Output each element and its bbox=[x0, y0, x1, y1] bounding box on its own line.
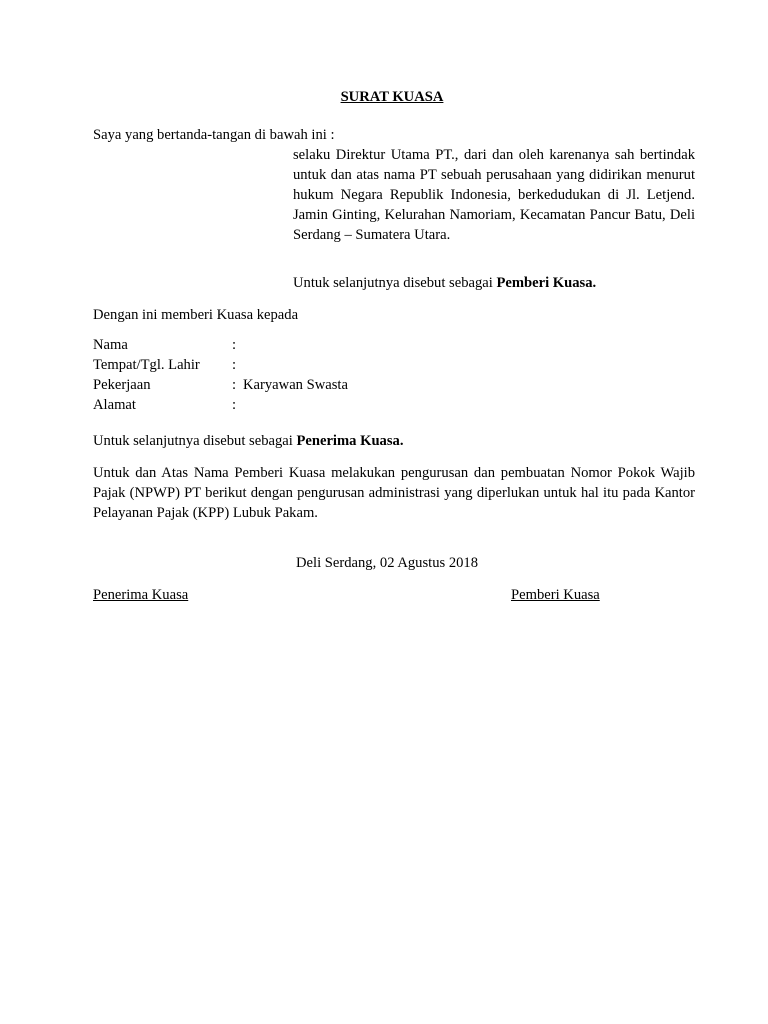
grantee-reference-prefix: Untuk selanjutnya disebut sebagai bbox=[93, 433, 297, 449]
field-label: Tempat/Tgl. Lahir bbox=[93, 357, 200, 373]
field-label: Alamat bbox=[93, 397, 136, 413]
grantor-reference-term: Pemberi Kuasa. bbox=[496, 275, 597, 291]
field-colon: : bbox=[232, 397, 237, 413]
signature-grantee-label: Penerima Kuasa bbox=[93, 587, 189, 603]
grantor-description: selaku Direktur Utama PT., dari dan oleh karenanya sah bertindak untuk dan atas nama PT sebuah perusahaan yang didirikan menurut hukum Negara Republik Indonesia, berkedudukan di Jl. Letjend. Jamin Ginting, Kelurahan Namoriam, Kecamatan Pancur Batu, Deli Serdang – Sumatera Utara. bbox=[293, 147, 695, 243]
document-title: SURAT KUASA bbox=[340, 89, 444, 105]
field-row-occupation bbox=[93, 375, 493, 395]
grant-statement: Dengan ini memberi Kuasa kepada bbox=[93, 307, 299, 323]
grantee-reference-term: Penerima Kuasa. bbox=[296, 433, 404, 449]
purpose-paragraph: Untuk dan Atas Nama Pemberi Kuasa melakukan pengurusan dan pembuatan Nomor Pokok Wajib Pajak (NPWP) PT berikut dengan pengurusan administrasi yang diperlukan untuk hal itu pada Kantor Pelayanan Pajak (KPP) Lubuk Pakam. bbox=[93, 465, 695, 521]
grantor-reference bbox=[293, 273, 596, 293]
field-colon: : bbox=[232, 357, 237, 373]
signature-grantor-label: Pemberi Kuasa bbox=[511, 587, 600, 603]
field-row-birth bbox=[93, 355, 493, 375]
field-colon: : bbox=[232, 337, 237, 353]
field-row-name bbox=[93, 335, 493, 355]
place-date: Deli Serdang, 02 Agustus 2018 bbox=[296, 555, 479, 571]
grantor-reference-prefix: Untuk selanjutnya disebut sebagai bbox=[293, 275, 497, 291]
grantee-reference bbox=[93, 431, 403, 451]
field-value: Karyawan Swasta bbox=[243, 377, 348, 393]
intro-text: Saya yang bertanda-tangan di bawah ini : bbox=[93, 127, 335, 143]
field-label: Pekerjaan bbox=[93, 377, 151, 393]
field-colon: : bbox=[232, 377, 237, 393]
field-row-address bbox=[93, 395, 493, 415]
field-label: Nama bbox=[93, 337, 128, 353]
